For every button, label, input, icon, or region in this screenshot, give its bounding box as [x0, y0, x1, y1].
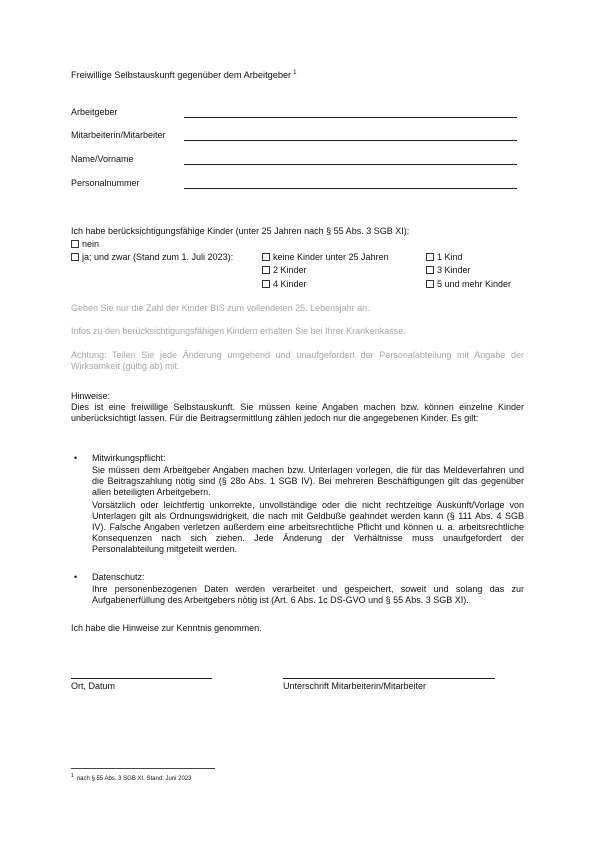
count-label: 1 Kind: [437, 252, 463, 262]
footnote-text: nach § 55 Abs. 3 SGB XI, Stand: Juni 2023: [76, 776, 192, 782]
checkbox-icon[interactable]: [71, 253, 79, 261]
hinweise-heading: Hinweise:: [71, 391, 111, 401]
option-no[interactable]: [71, 239, 99, 250]
footnote-rule: [71, 768, 215, 769]
count-label: 5 und mehr Kinder: [437, 279, 512, 289]
note-health-insurance: Infos zu den berücksichtigungsfähigen Kindern erhalten Sie bei Ihrer Krankenkasse.: [71, 326, 406, 336]
checkbox-icon[interactable]: [262, 280, 270, 288]
signature-label: Unterschrift Mitarbeiterin/Mitarbeiter: [283, 681, 427, 691]
title-text: Freiwillige Selbstauskunft gegenüber dem Arbeitgeber: [71, 70, 292, 81]
bullet-icon: •: [74, 572, 78, 582]
page-title: [71, 70, 296, 80]
field-label-name: Name/Vorname: [71, 154, 134, 164]
mitwirkungspflicht-text-2: Vorsätzlich oder leichtfertig unkorrekte, unvollständige oder die nicht rechtzeitige Auskunft/Vorlage von Unterlagen gilt als Ordnungswidrigkeit, die nach mit Geldbuße geahndet werden kann (§ 111 Abs. 4 SGB IV). Falsche Angaben verletzen außerdem eine arbeitsrechtliche Pflicht und können u. a. arbeitsrechtliche Konsequenzen nach sich ziehen. Jede Änderung der Verhältnisse muss unaufgefordert der Personalabteilung mitgeteilt werden.: [92, 500, 524, 554]
place-date-label: Ort, Datum: [71, 681, 116, 691]
count-option-2[interactable]: [262, 265, 307, 276]
count-option-4[interactable]: [262, 279, 307, 290]
field-line-personalnummer[interactable]: [184, 188, 517, 189]
bullet-icon: •: [74, 453, 78, 463]
field-label-personalnummer: Personalnummer: [71, 178, 140, 188]
option-no-label: nein: [82, 239, 100, 249]
field-line-arbeitgeber[interactable]: [184, 117, 517, 118]
note-age-limit: Geben Sie nur die Zahl der Kinder BIS zum vollendeten 25. Lebensjahr an.: [71, 303, 370, 313]
children-question: Ich habe berücksichtigungsfähige Kinder (unter 25 Jahren nach § 55 Abs. 3 SGB XI):: [71, 226, 410, 236]
datenschutz-title: Datenschutz:: [92, 572, 145, 582]
mitwirkungspflicht-text-1: Sie müssen dem Arbeitgeber Angaben machen bzw. Unterlagen vorlegen, die für das Meldeverfahren und die Beitragszahlung nötig sind (§ 28o Abs. 1 SGB IV). Bei mehreren Beschäftigungen gilt das gegenüber allen beteiligten Arbeitgebern.: [92, 465, 524, 497]
checkbox-icon[interactable]: [426, 280, 434, 288]
field-line-mitarbeiter[interactable]: [184, 140, 517, 141]
note-changes: Achtung: Teilen Sie jede Änderung umgehend und unaufgefordert der Personalabteilung mit Angabe der Wirksamkeit (gültig ab) mit.: [71, 350, 524, 371]
option-yes[interactable]: [71, 252, 233, 263]
footnote-marker: 1: [71, 773, 74, 779]
field-label-arbeitgeber: Arbeitgeber: [71, 107, 118, 117]
acknowledgement: Ich habe die Hinweise zur Kenntnis genommen.: [71, 623, 262, 633]
count-option-none[interactable]: [262, 252, 389, 263]
checkbox-icon[interactable]: [262, 266, 270, 274]
checkbox-icon[interactable]: [71, 240, 79, 248]
count-option-3[interactable]: [426, 265, 471, 276]
checkbox-icon[interactable]: [426, 253, 434, 261]
option-yes-label: ja; und zwar (Stand zum 1. Juli 2023):: [82, 252, 234, 262]
count-label: 4 Kinder: [273, 279, 307, 289]
checkbox-icon[interactable]: [262, 253, 270, 261]
count-label: keine Kinder unter 25 Jahren: [273, 252, 389, 262]
signature-line[interactable]: [283, 678, 495, 679]
mitwirkungspflicht-title: Mitwirkungspflicht:: [92, 453, 166, 463]
count-option-5plus[interactable]: [426, 279, 511, 290]
datenschutz-text: Ihre personenbezogenen Daten werden verarbeitet und gespeichert, soweit und solang das zur Aufgabenerfüllung des Arbeitgebers nötig ist (Art. 6 Abs. 1c DS-GVO und § 55 Abs. 3 SGB XI).: [92, 584, 524, 605]
count-label: 2 Kinder: [273, 265, 307, 275]
count-label: 3 Kinder: [437, 265, 471, 275]
checkbox-icon[interactable]: [426, 266, 434, 274]
hinweise-intro: Dies ist eine freiwillige Selbstauskunft. Sie müssen keine Angaben machen bzw. können einzelne Kinder unberücksichtigt lassen. Für die Beitragsermittlung zählen jedoch nur die angegebenen Kinder. Es gilt:: [71, 402, 524, 423]
count-option-1[interactable]: [426, 252, 463, 263]
place-date-line[interactable]: [71, 678, 212, 679]
footnote-ref: 1: [293, 70, 297, 76]
field-label-mitarbeiter: Mitarbeiterin/Mitarbeiter: [71, 130, 166, 140]
field-line-name[interactable]: [184, 164, 517, 165]
footnote: [71, 773, 192, 782]
